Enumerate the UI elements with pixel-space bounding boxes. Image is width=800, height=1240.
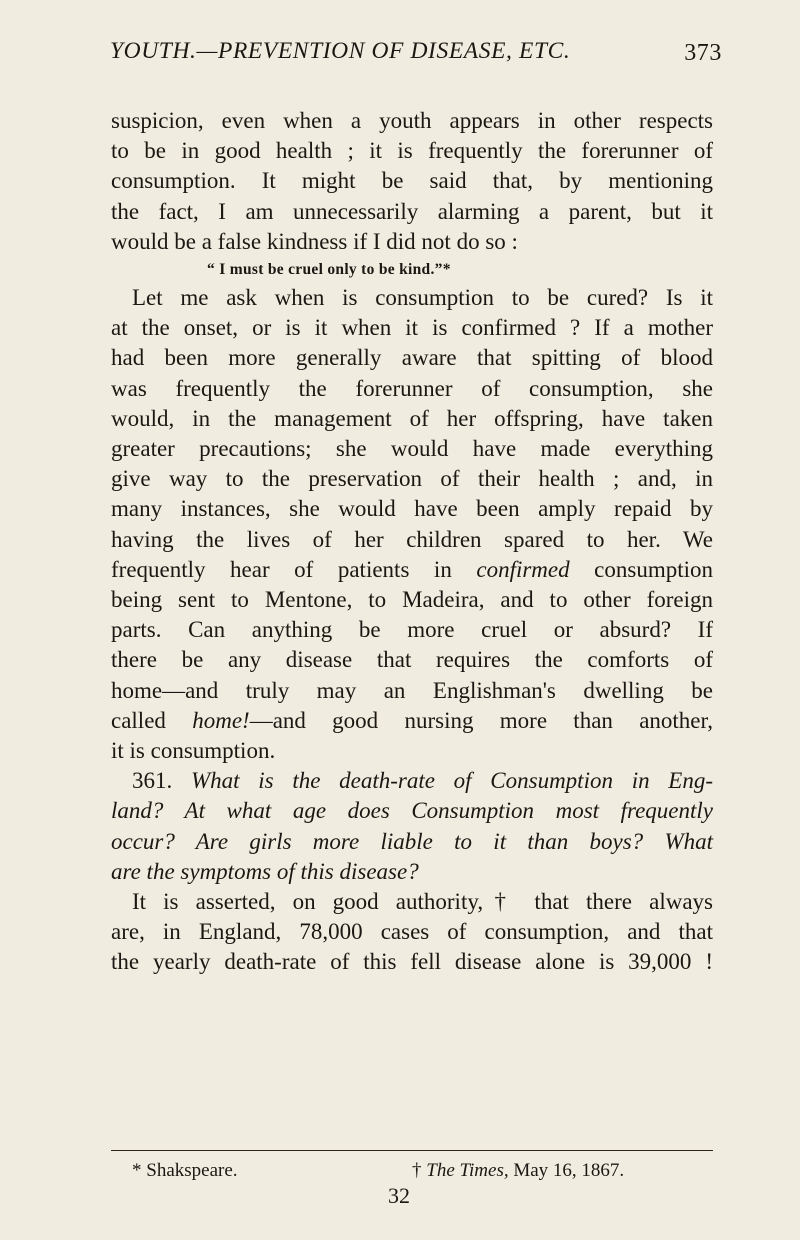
text-line: to be in good health ; it is frequently the forerunner of [111, 138, 713, 164]
question-text: What is the death-rate of Consumption in Eng- [190, 768, 714, 794]
text-line: It is asserted, on good authority,† that there always [132, 889, 713, 915]
question-line: land? At what age does Consumption most frequently [111, 798, 713, 824]
text-run: —and good nursing more than another, [249, 707, 713, 733]
footnote-times [412, 1160, 624, 1182]
footnote-rule [111, 1150, 713, 1151]
text-line: it is consumption. [111, 738, 276, 764]
text-line: having the lives of her children spared to her. We [111, 526, 713, 552]
text-line: was frequently the forerunner of consumption, she [111, 375, 713, 401]
text-line: the yearly death-rate of this fell disease alone is 39,000 ! [111, 949, 713, 975]
footnote-shakspeare: * Shakspeare. [132, 1160, 238, 1181]
text-line: Let me ask when is consumption to be cured? Is it [132, 285, 713, 311]
question-number: 361. [132, 768, 173, 794]
text-run: frequently hear of patients in [111, 556, 477, 582]
text-line: many instances, she would have been amply repaid by [111, 496, 713, 522]
running-title: YOUTH.—PREVENTION OF DISEASE, ETC. [110, 38, 571, 64]
newspaper-title: The Times, [426, 1160, 509, 1181]
text-line: would be a false kindness if I did not do so : [111, 228, 518, 254]
text-line: had been more generally aware that spitting of blood [111, 345, 713, 371]
running-head [110, 38, 722, 66]
question-line [111, 766, 713, 796]
text-line: there be any disease that requires the comforts of [111, 647, 713, 673]
page-number: 373 [684, 40, 722, 66]
text-line: suspicion, even when a youth appears in other respects [111, 108, 713, 133]
body-text [111, 106, 713, 978]
dagger-mark: † [412, 1160, 427, 1181]
text-line: being sent to Mentone, to Madeira, and to other foreign [111, 587, 713, 613]
text-run: called [111, 707, 193, 733]
emphasis: home! [192, 707, 250, 733]
text-line: would, in the management of her offspring, have taken [111, 405, 713, 431]
text-line: consumption. It might be said that, by mentioning [111, 168, 713, 194]
text-line: at the onset, or is it when it is confirmed ? If a mother [111, 315, 713, 341]
text-line: home—and truly may an Englishman's dwelling be [111, 677, 713, 703]
text-line: parts. Can anything be more cruel or absurd? If [111, 617, 713, 643]
text-line [111, 555, 713, 585]
text-line [111, 706, 713, 736]
footnote-date: May 16, 1867. [508, 1160, 625, 1181]
text-line: are, in England, 78,000 cases of consumption, and that [111, 919, 713, 945]
signature-mark: 32 [388, 1183, 410, 1208]
emphasis: confirmed [476, 556, 570, 582]
shakespeare-quote: “ I must be cruel only to be kind.”* [207, 261, 451, 279]
question-line: occur? Are girls more liable to it than boys? What [111, 828, 713, 854]
text-line: greater precautions; she would have made everything [111, 436, 713, 462]
text-line: give way to the preservation of their health ; and, in [111, 466, 713, 492]
question-line: are the symptoms of this disease? [111, 858, 419, 884]
text-run: consumption [569, 556, 713, 582]
text-line: the fact, I am unnecessarily alarming a parent, but it [111, 198, 713, 224]
